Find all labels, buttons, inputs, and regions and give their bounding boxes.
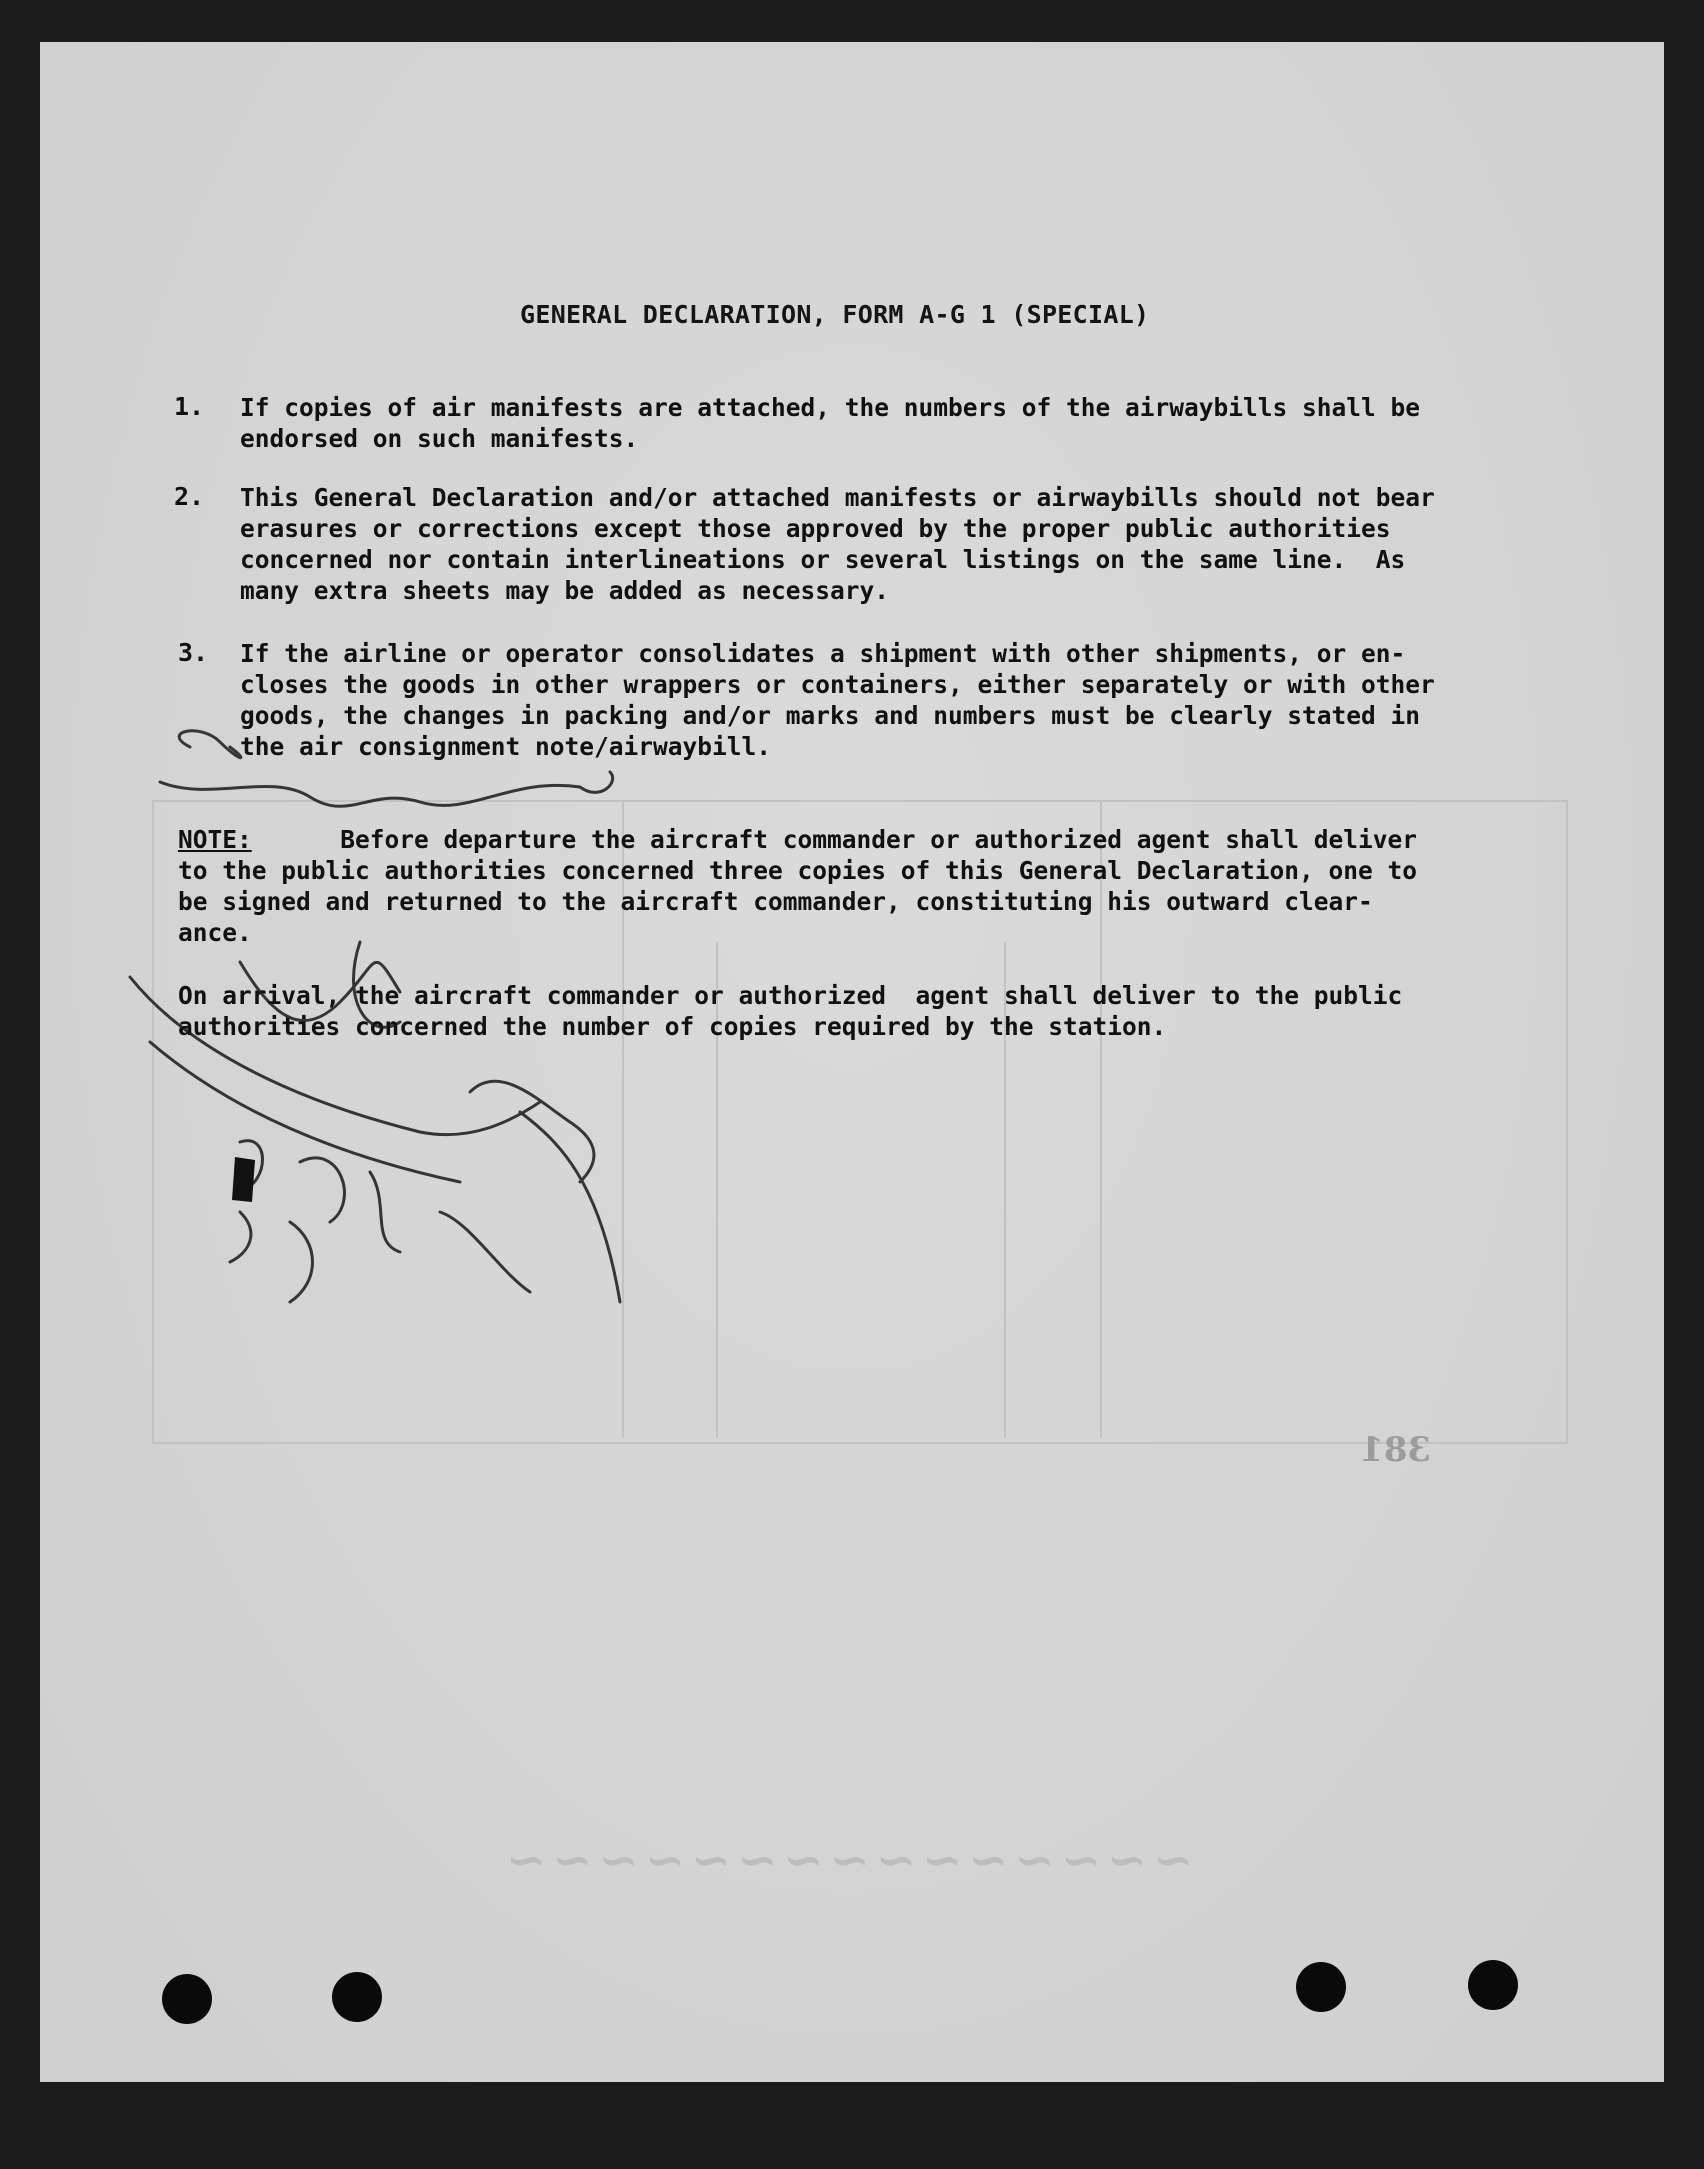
document-title: GENERAL DECLARATION, FORM A-G 1 (SPECIAL) — [520, 300, 1150, 329]
item-line: If copies of air manifests are attached, the numbers of the airwaybills shall be — [240, 393, 1421, 422]
arrival-line: authorities concerned the number of copies required by the station. — [178, 1012, 1167, 1041]
note-first-line — [178, 824, 1558, 855]
item-line: This General Declaration and/or attached manifests or airwaybills should not bear — [240, 483, 1435, 512]
bleed-through-heading: ~~~~~~~~~~~~~~~ — [500, 1832, 1194, 1888]
punch-hole — [1468, 1960, 1518, 2010]
note-line: Before departure the aircraft commander or authorized agent shall deliver — [251, 825, 1418, 854]
item-line: endorsed on such manifests. — [240, 424, 639, 453]
note-block — [178, 824, 1558, 948]
punch-hole — [162, 1974, 212, 2024]
note-label: NOTE: — [178, 825, 252, 854]
item-line: If the airline or operator consolidates a shipment with other shipments, or en- — [240, 639, 1406, 668]
item-1-text — [240, 392, 1550, 454]
item-line: concerned nor contain interlineations or several listings on the same line. As — [240, 545, 1406, 574]
item-3-text — [240, 638, 1550, 762]
arrival-block — [178, 980, 1558, 1042]
note-line: be signed and returned to the aircraft commander, constituting his outward clear- — [178, 887, 1373, 916]
item-line: closes the goods in other wrappers or containers, either separately or with other — [240, 670, 1435, 699]
item-2-text — [240, 482, 1550, 606]
document-page — [40, 42, 1664, 2082]
item-line: goods, the changes in packing and/or marks and numbers must be clearly stated in — [240, 701, 1421, 730]
item-number: 3. — [178, 638, 209, 667]
item-line: many extra sheets may be added as necessary. — [240, 576, 890, 605]
note-line: ance. — [178, 918, 252, 947]
note-line: to the public authorities concerned three copies of this General Declaration, one to — [178, 856, 1418, 885]
arrival-line: On arrival, the aircraft commander or authorized agent shall deliver to the public — [178, 981, 1403, 1010]
item-line: erasures or corrections except those approved by the proper public authorities — [240, 514, 1391, 543]
item-number: 2. — [174, 482, 205, 511]
punch-hole — [1296, 1962, 1346, 2012]
bleed-through-stamp: 381 — [1360, 1430, 1431, 1470]
item-line: the air consignment note/airwaybill. — [240, 732, 772, 761]
punch-hole — [332, 1972, 382, 2022]
item-number: 1. — [174, 392, 205, 421]
